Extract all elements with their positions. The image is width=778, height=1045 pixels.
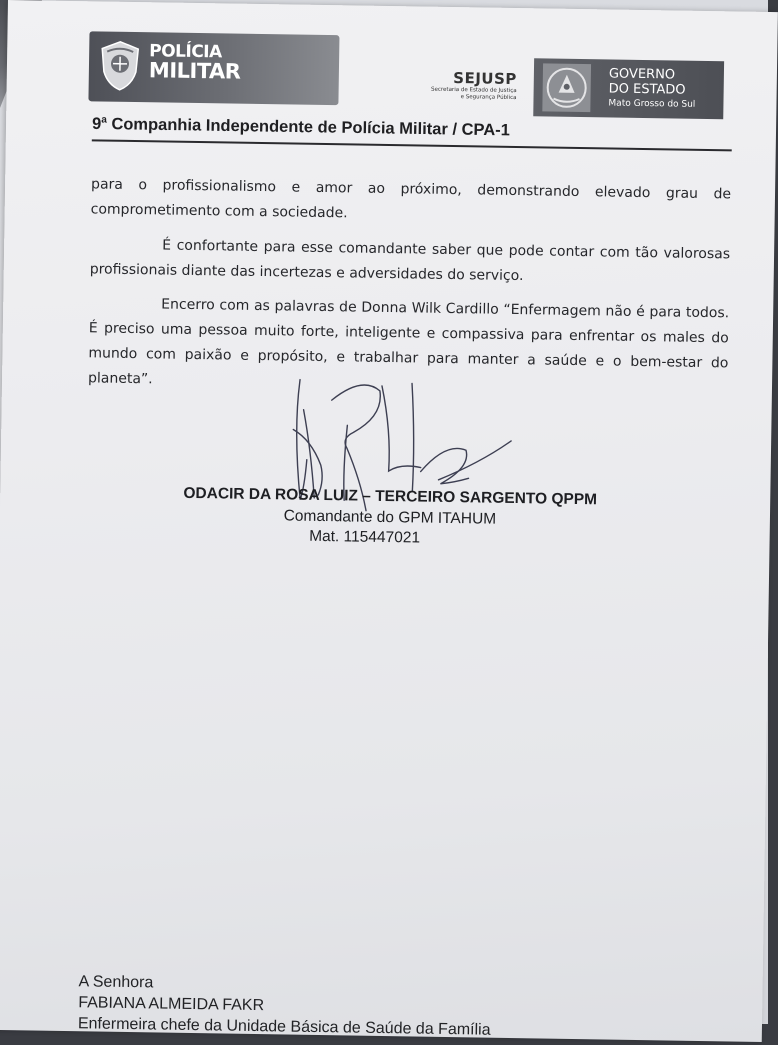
unit-title [92,114,510,140]
state-seal-icon [541,62,592,113]
sejusp-subtitle-line2: e Segurança Pública [460,94,517,101]
addressee-block [77,971,491,1039]
body-paragraph-3: Encerro com as palavras de Donna Wilk Cardillo “Enfermagem não é para todos. É preciso uma pessoa muito forte, inteligente e compassiva para enfrentar os males do mundo com paixão e propósito, e trabalhar para manter a saúde e o bem-estar do planeta”. [87,296,730,388]
body-paragraph-2: É confortante para esse comandante saber que pode contar com tão valorosas profissionais diante das incertezas e adversidades do serviço. [89,237,731,285]
gov-text-line3: Mato Grosso do Sul [608,98,696,110]
logo-text-line1: POLÍCIA [149,41,222,63]
addressee-salutation: A Senhora [78,973,154,992]
gov-text-line2: DO ESTADO [608,81,686,98]
signatory-role: Comandante do GPM ITAHUM [283,507,497,528]
unit-name: Companhia Independente de Polícia Militar / CPA-1 [106,115,510,140]
shield-crest-icon [99,39,142,92]
policia-militar-logo [88,31,339,105]
sejusp-name: SEJUSP [453,69,517,89]
gov-text-line1: GOVERNO [608,66,676,83]
addressee-title-partial: Enfermeira chefe da Unidade Básica de Saúde da Família [77,1015,491,1039]
addressee-name: FABIANA ALMEIDA FAKR [78,994,265,1015]
governo-estado-logo [533,58,724,119]
signatory-name: ODACIR DA ROSA LUIZ – TERCEIRO SARGENTO QPPM [183,484,598,509]
signature-block [149,482,630,552]
unit-number: 9 [91,114,102,133]
signatory-registration: Mat. 115447021 [309,527,421,547]
sejusp-logo [406,68,516,102]
logo-text-line2: MILITAR [148,58,241,84]
sejusp-subtitle-line1: Secretaria de Estado de Justiça [430,86,517,95]
header-divider [92,139,732,151]
body-paragraph-1: para o profissionalismo e amor ao próximo, demonstrando elevado grau de comprometimento com a sociedade. [90,176,732,222]
unit-ordinal: a [101,114,107,126]
